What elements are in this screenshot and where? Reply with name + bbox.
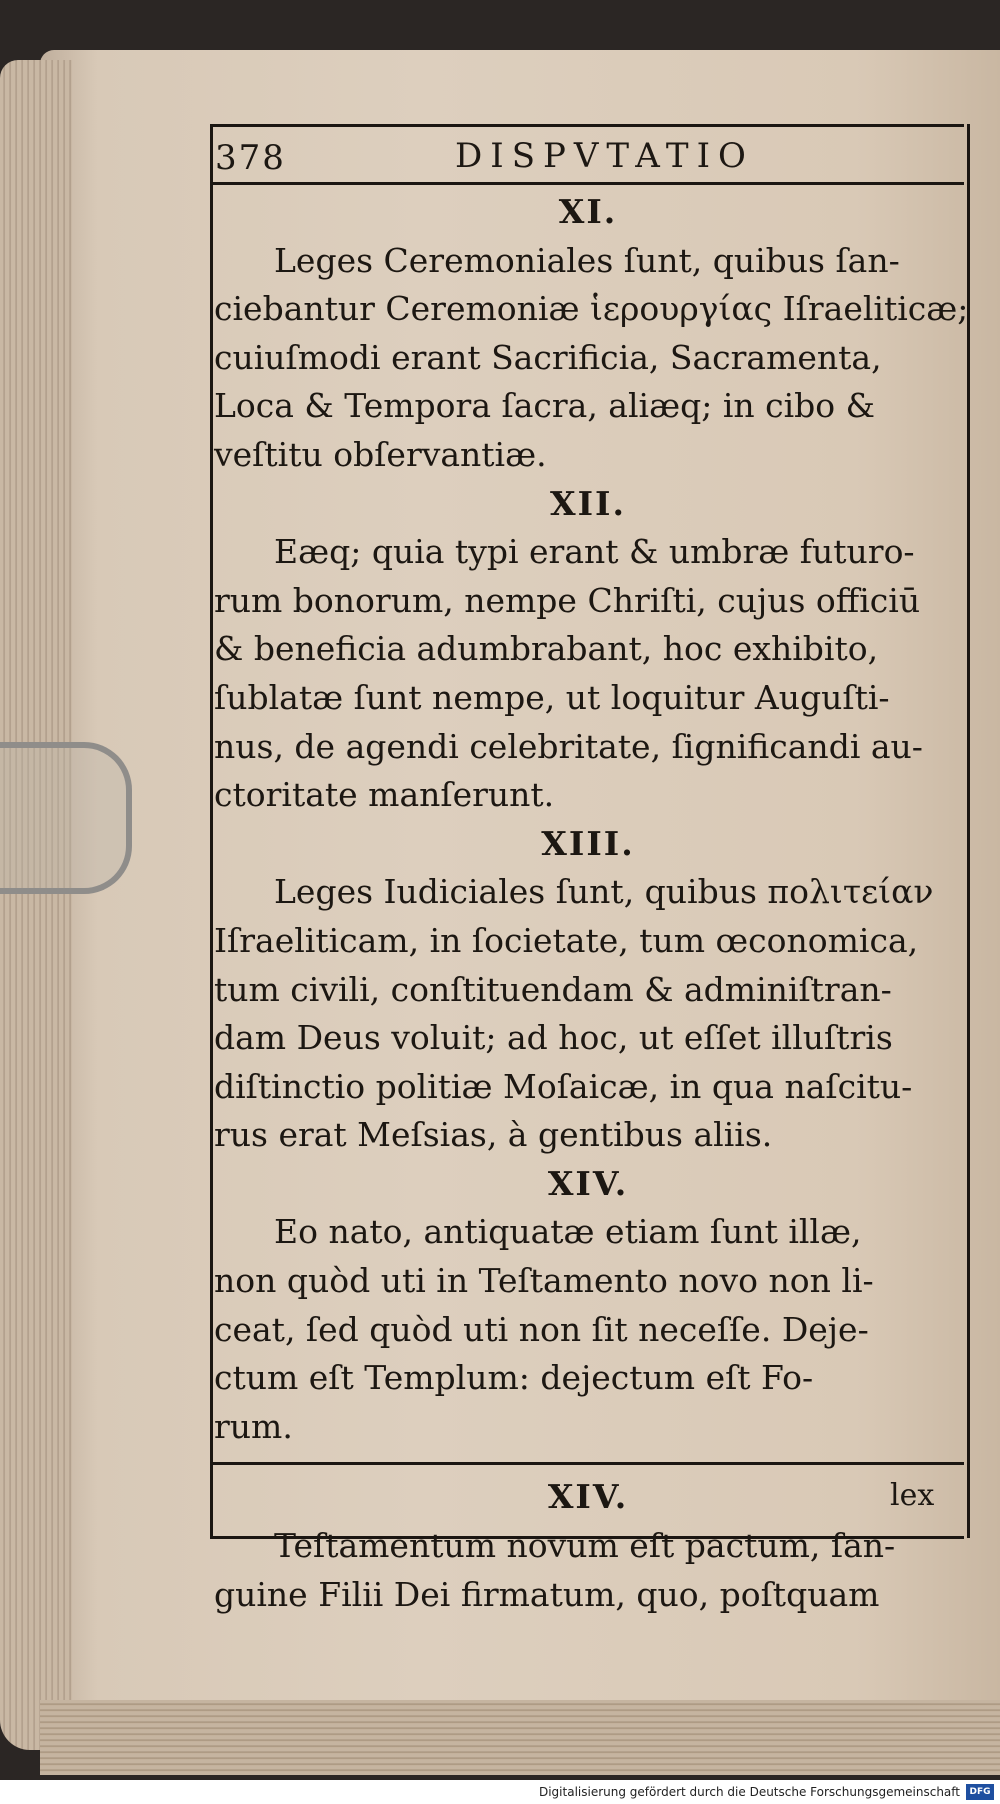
- text-line: cuiuſmodi erant Sacrificia, Sacramenta,: [214, 337, 882, 377]
- footer-credit: Digitalisierung gefördert durch die Deutsche Forschungsgemeinschaft: [538, 1785, 960, 1799]
- text-line: guine Filii Dei firmatum, quo, poſtquam: [214, 1574, 880, 1614]
- text-line: rus erat Meſsias, à gentibus aliis.: [214, 1115, 773, 1155]
- running-header: [215, 130, 963, 180]
- text-line: rum.: [214, 1406, 293, 1446]
- thesis-number: XIV.: [547, 1477, 629, 1517]
- text-line: Eo nato, antiquatæ etiam ſunt illæ,: [274, 1212, 862, 1252]
- thesis-number: XI.: [558, 192, 618, 231]
- digitization-footer: [0, 1781, 1000, 1804]
- text-line: Loca & Tempora ſacra, aliæq; in cibo &: [214, 386, 876, 426]
- text-line: ciebantur Ceremoniæ ἱερουργίας Iſraeliticæ;: [214, 289, 969, 329]
- text-line: Leges Iudiciales ſunt, quibus πολιτείαν: [274, 872, 934, 912]
- text-line: Leges Ceremoniales ſunt, quibus ſan-: [274, 240, 900, 280]
- text-line: & beneficia adumbrabant, hoc exhibito,: [214, 629, 879, 669]
- spacer: [214, 1451, 962, 1473]
- text-line: non quòd uti in Teſtamento novo non li-: [214, 1261, 874, 1301]
- page-edges-bottom: [40, 1700, 1000, 1775]
- thesis-number: XIV.: [547, 1163, 629, 1203]
- catchword: lex: [890, 1478, 935, 1513]
- text-line: dam Deus voluit; ad hoc, ut eſſet illuſtris: [214, 1018, 893, 1058]
- body-text: [214, 188, 969, 1619]
- text-line: Iſraeliticam, in ſocietate, tum œconomica,: [214, 920, 919, 960]
- header-rule-top: [210, 124, 964, 127]
- dfg-logo: DFG: [966, 1784, 994, 1800]
- text-line: ctum eſt Templum: dejectum eſt Fo-: [214, 1358, 814, 1398]
- header-rule-bottom: [210, 182, 964, 185]
- text-line: veſtitu obſervantiæ.: [214, 434, 547, 474]
- running-title: DISPVTATIO: [455, 136, 754, 176]
- page-number: 378: [215, 138, 286, 178]
- text-line: Eæq; quia typi erant & umbræ futuro-: [274, 532, 915, 572]
- thesis-number: XII.: [550, 483, 626, 523]
- text-line: ctoritate manſerunt.: [214, 775, 555, 815]
- text-line: ceat, ſed quòd uti non ſit neceſſe. Deje-: [214, 1309, 869, 1349]
- page-edges-left: [0, 60, 72, 1750]
- text-line: rum bonorum, nempe Chriſti, cujus officiū: [214, 580, 921, 620]
- thesis-number: XIII.: [541, 823, 635, 863]
- text-line: nus, de agendi celebritate, ſignificandi au-: [214, 726, 923, 766]
- paper-clip: [0, 742, 132, 894]
- text-line: Teſtamentum novum eſt pactum, ſan-: [274, 1526, 896, 1566]
- text-line: diſtinctio politiæ Moſaicæ, in qua naſcitu-: [214, 1066, 913, 1106]
- text-line: ſublatæ ſunt nempe, ut loquitur Auguſti-: [214, 677, 890, 717]
- text-line: tum civili, conſtituendam & adminiſtran-: [214, 969, 892, 1009]
